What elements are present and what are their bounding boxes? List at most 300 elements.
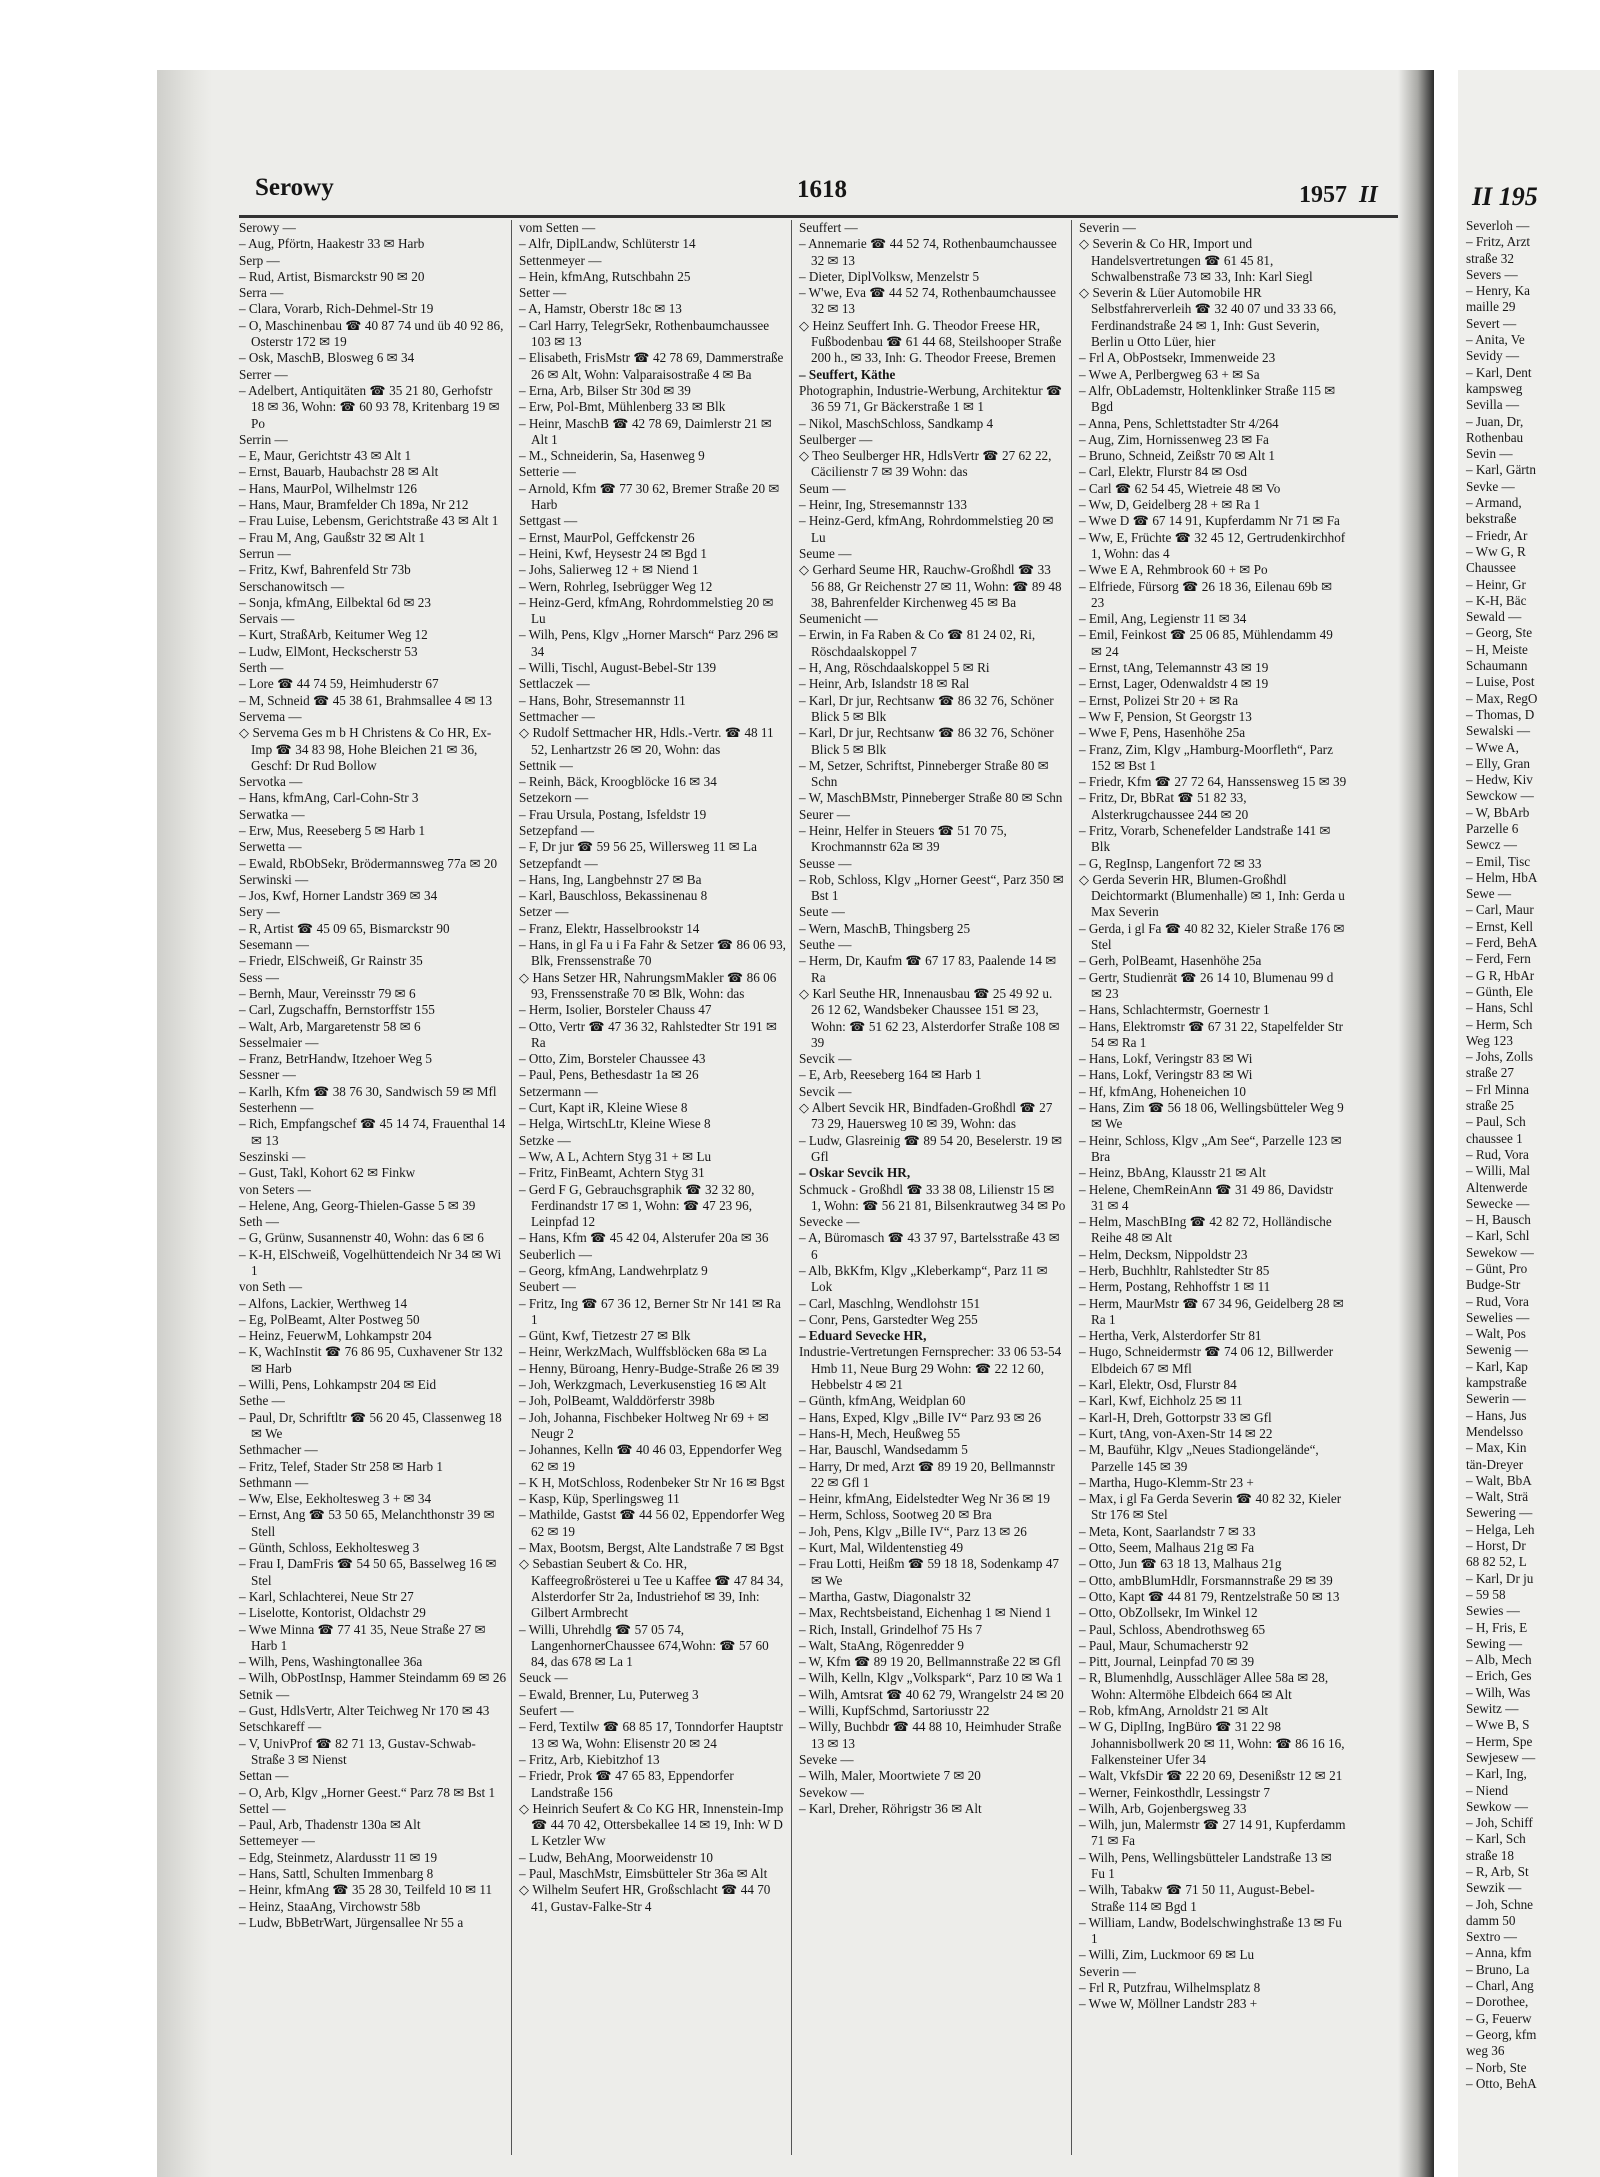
directory-entry: – Otto, Jun ☎ 63 18 13, Malhaus 21g xyxy=(1079,1556,1282,1572)
facing-entry: – K-H, Bäc xyxy=(1466,592,1527,608)
facing-entry: – Wilh, Was xyxy=(1466,1684,1531,1700)
directory-entry: – Karl, Kwf, Eichholz 25 ✉ 11 xyxy=(1079,1393,1243,1409)
directory-entry: – Kurt, tAng, von-Axen-Str 14 ✉ 22 xyxy=(1079,1425,1273,1441)
directory-entry: – Ludw, BbBetrWart, Jürgensallee Nr 55 a xyxy=(239,1914,464,1930)
directory-entry: – Fritz, Ing ☎ 67 36 12, Berner Str Nr 141 ✉ Ra 1 xyxy=(519,1295,781,1327)
directory-entry: – Herm, Dr, Kaufm ☎ 67 17 83, Paalende 14 ✉ Ra xyxy=(799,953,1057,985)
facing-entry: – Heinr, Gr xyxy=(1466,576,1526,592)
column-divider xyxy=(791,220,792,2155)
running-head-name: Serowy xyxy=(255,174,334,201)
directory-entry: – Johs, Salierweg 12 + ✉ Niend 1 xyxy=(519,562,699,578)
directory-entry: – Conr, Pens, Garstedter Weg 255 xyxy=(799,1311,978,1327)
directory-entry: – Clara, Vorarb, Rich-Dehmel-Str 19 xyxy=(239,301,434,317)
facing-entry: – Walt, Strä xyxy=(1466,1489,1529,1505)
directory-entry: – Eg, PolBeamt, Alter Postweg 50 xyxy=(239,1311,420,1327)
directory-entry: – Otto, Seem, Malhaus 21g ✉ Fa xyxy=(1079,1540,1255,1556)
directory-entry: – Wilh, Pens, Wellingsbütteler Landstraße 13 ✉ Fu 1 xyxy=(1079,1849,1332,1881)
directory-entry: ◇ Servema Ges m b H Christens & Co HR, Ex-Imp ☎ 34 83 98, Hohe Bleichen 21 ✉ 36, Geschf: Dr Rud Bollow xyxy=(239,725,492,773)
directory-entry: – Paul, Dr, Schriftltr ☎ 56 20 45, Classenweg 18 ✉ We xyxy=(239,1409,502,1441)
directory-entry: Sethe — xyxy=(239,1393,285,1409)
directory-entry: – Aug, Pförtn, Haakestr 33 ✉ Harb xyxy=(239,236,425,252)
facing-entry: – Thomas, D xyxy=(1466,706,1535,722)
directory-entry: ◇ Sebastian Seubert & Co. HR, Kaffeegroßrösterei u Tee u Kaffee ☎ 47 84 34, Alsterdorfer Str 2a, Industriehof ✉ 39, Inh: Gilbert Armbrecht xyxy=(519,1556,784,1621)
facing-entry: Sewitz — xyxy=(1466,1701,1519,1717)
facing-entry: – Fritz, Arzt xyxy=(1466,234,1531,250)
directory-entry: – Herm, Postang, Rehhoffstr 1 ✉ 11 xyxy=(1079,1279,1271,1295)
directory-entry: – Werner, Feinkosthdlr, Lessingstr 7 xyxy=(1079,1784,1271,1800)
directory-entry: – Ludw, BehAng, Moorweidenstr 10 xyxy=(519,1849,713,1865)
directory-entry: Seume — xyxy=(799,545,852,561)
directory-entry: Sevcik — xyxy=(799,1051,852,1067)
directory-entry: – Herb, Buchhltr, Rahlstedter Str 85 xyxy=(1079,1263,1270,1278)
facing-entry: Sewing — xyxy=(1466,1635,1523,1651)
facing-entry: – Horst, Dr xyxy=(1466,1538,1526,1554)
facing-entry: Chaussee xyxy=(1466,560,1516,576)
directory-entry: Sethmacher — xyxy=(239,1442,318,1458)
directory-entry: ◇ Heinrich Seufert & Co KG HR, Innenstein-Imp ☎ 44 70 42, Ottersbekallee 14 ✉ 19, Inh: W D L Ketzler Ww xyxy=(519,1800,784,1849)
facing-entry: – Herm, Sch xyxy=(1466,1016,1533,1032)
directory-entry: Severin — xyxy=(1079,220,1136,235)
facing-entry: – Karl, Kap xyxy=(1466,1358,1528,1374)
directory-entry: – Hf, kfmAng, Hoheneichen 10 xyxy=(1079,1083,1247,1099)
directory-entry: – Karlh, Kfm ☎ 38 76 30, Sandwisch 59 ✉ Mfl xyxy=(239,1083,497,1099)
directory-entry: – Franz, Zim, Klgv „Hamburg-Moorfleth“, Parz 152 ✉ Bst 1 xyxy=(1079,741,1333,773)
directory-entry: ◇ Heinz Seuffert Inh. G. Theodor Freese HR, Fußbodenbau ☎ 61 44 68, Steilshooper Straße 200 h., ✉ 33, Inh: G. Theodor Freese, Bremen xyxy=(799,317,1062,366)
directory-entry: – Willi, Tischl, August-Bebel-Str 139 xyxy=(519,660,717,676)
running-head-year: 1957 II xyxy=(1299,182,1378,208)
directory-entry: – Frau I, DamFris ☎ 54 50 65, Basselweg 16 ✉ Stel xyxy=(239,1556,497,1588)
directory-entry: – Fritz, FinBeamt, Achtern Styg 31 xyxy=(519,1165,705,1181)
directory-entry: – Fritz, Kwf, Bahrenfeld Str 73b xyxy=(239,562,411,578)
directory-entry: – Günth, Schloss, Eekholtesweg 3 xyxy=(239,1540,420,1556)
directory-entry: – Arnold, Kfm ☎ 77 30 62, Bremer Straße 20 ✉ Harb xyxy=(519,480,780,513)
facing-entry: bekstraße xyxy=(1466,511,1517,527)
facing-entry: – Niend xyxy=(1466,1782,1509,1798)
directory-entry: – Edg, Steinmetz, Alardusstr 11 ✉ 19 xyxy=(239,1849,438,1865)
facing-entry: – Henry, Ka xyxy=(1466,283,1530,299)
directory-entry: – Heinz, FeuerwM, Lohkampstr 204 xyxy=(239,1328,432,1344)
facing-entry: Rothenbau xyxy=(1466,429,1524,445)
facing-entry: Sevilla — xyxy=(1466,397,1520,413)
facing-entry: – Norb, Ste xyxy=(1466,2059,1527,2075)
directory-entry: Serwatka — xyxy=(239,806,305,822)
directory-entry: – Karl, Elektr, Osd, Flurstr 84 xyxy=(1079,1377,1237,1393)
directory-entry: Seufert — xyxy=(519,1703,574,1719)
directory-entry: – Friedr, Kfm ☎ 27 72 64, Hanssensweg 15 ✉ 39 xyxy=(1079,774,1347,790)
facing-entry: – Willi, Mal xyxy=(1466,1163,1531,1179)
directory-entry: – W'we, Eva ☎ 44 52 74, Rothenbaumchaussee 32 ✉ 13 xyxy=(799,285,1056,317)
facing-entry: Sewering — xyxy=(1466,1505,1533,1521)
directory-entry: – Wilh, Pens, Washingtonallee 36a xyxy=(239,1654,423,1670)
directory-entry: – Carl ☎ 62 54 45, Wietreie 48 ✉ Vo xyxy=(1079,480,1281,496)
facing-entry: Sextro — xyxy=(1466,1929,1517,1945)
directory-page xyxy=(157,70,1434,2177)
column-2 xyxy=(519,220,787,1915)
facing-entry: Sewcz — xyxy=(1466,837,1517,853)
header-rule xyxy=(239,215,1399,218)
directory-entry: – Heinr, kfmAng ☎ 35 28 30, Teilfeld 10 ✉ 11 xyxy=(239,1882,493,1898)
facing-entry: – Friedr, Ar xyxy=(1466,527,1528,543)
directory-entry: – Ww, A L, Achtern Styg 31 + ✉ Lu xyxy=(519,1148,712,1164)
facing-entry: Mendelsso xyxy=(1466,1423,1524,1439)
directory-entry: – Otto, Vertr ☎ 47 36 32, Rahlstedter Str 191 ✉ Ra xyxy=(519,1018,777,1050)
facing-entry: – H, Meiste xyxy=(1466,641,1528,657)
directory-entry: – Helene, ChemReinAnn ☎ 31 49 86, Davidstr 31 ✉ 4 xyxy=(1079,1181,1334,1213)
directory-entry: – Wern, MaschB, Thingsberg 25 xyxy=(799,920,971,936)
directory-entry: – M, Schneid ☎ 45 38 61, Brahmsallee 4 ✉ 13 xyxy=(239,692,493,708)
directory-entry: – Friedr, Prok ☎ 47 65 83, Eppendorfer Landstraße 156 xyxy=(519,1768,734,1800)
directory-entry: – M, Bauführ, Klgv „Neues Stadiongelände“, Parzelle 145 ✉ 39 xyxy=(1079,1442,1319,1474)
directory-entry: – Hans, Maur, Bramfelder Ch 189a, Nr 212 xyxy=(239,497,469,513)
directory-entry: – M, Setzer, Schriftst, Pinneberger Straße 80 ✉ Schn xyxy=(799,757,1049,790)
page-spine-shadow xyxy=(157,70,212,2177)
facing-entry: Sewerin — xyxy=(1466,1391,1526,1407)
directory-entry: Seuthe — xyxy=(799,937,852,953)
directory-entry: – Heinr, Schloss, Klgv „Am See“, Parzelle 123 ✉ Bra xyxy=(1079,1132,1342,1164)
directory-entry: – Ernst, tAng, Telemannstr 43 ✉ 19 xyxy=(1079,660,1269,676)
facing-entry: – Elly, Gran xyxy=(1466,755,1530,771)
directory-entry: – Meta, Kont, Saarlandstr 7 ✉ 33 xyxy=(1079,1523,1256,1539)
directory-entry: – Carl, Maschlng, Wendlohstr 151 xyxy=(799,1295,981,1311)
directory-entry: Setnik — xyxy=(239,1686,290,1702)
directory-entry: – Karl-H, Dreh, Gottorpstr 33 ✉ Gfl xyxy=(1079,1409,1272,1425)
directory-entry: Serth — xyxy=(239,660,284,676)
directory-entry: – Gerd F G, Gebrauchsgraphik ☎ 32 32 80, Ferdinandstr 17 ✉ 1, Wohn: ☎ 47 23 96, Leinpfad 12 xyxy=(519,1181,755,1230)
directory-entry: – Helene, Ang, Georg-Thielen-Gasse 5 ✉ 39 xyxy=(239,1197,476,1213)
directory-entry: – Erwin, in Fa Raben & Co ☎ 81 24 02, Ri, Röschdaalskoppel 7 xyxy=(799,627,1036,659)
directory-entry: – Emil, Feinkost ☎ 25 06 85, Mühlendamm 49 ✉ 24 xyxy=(1079,627,1333,659)
directory-entry: – G, RegInsp, Langenfort 72 ✉ 33 xyxy=(1079,855,1262,871)
facing-entry: chaussee 1 xyxy=(1466,1130,1523,1146)
directory-entry: – Jos, Kwf, Horner Landstr 369 ✉ 34 xyxy=(239,888,438,904)
directory-entry: – Paul, Arb, Thadenstr 130a ✉ Alt xyxy=(239,1817,421,1833)
facing-entry: straße 18 xyxy=(1466,1847,1514,1863)
directory-entry: – Fritz, Telef, Stader Str 258 ✉ Harb 1 xyxy=(239,1458,443,1474)
directory-entry: – Max, i gl Fa Gerda Severin ☎ 40 82 32, Kieler Str 176 ✉ Stel xyxy=(1079,1491,1342,1523)
directory-entry: Seusse — xyxy=(799,855,852,871)
directory-entry: – Carl, Zugschaffn, Bernstorffstr 155 xyxy=(239,1002,435,1018)
directory-entry: – A, Büromasch ☎ 43 37 97, Bartelsstraße 43 ✉ 6 xyxy=(799,1230,1060,1262)
facing-entry: – Herm, Spe xyxy=(1466,1733,1533,1749)
facing-entry: Sewies — xyxy=(1466,1603,1520,1619)
facing-entry: – Joh, Schiff xyxy=(1466,1815,1533,1831)
facing-entry: – Joh, Schne xyxy=(1466,1896,1534,1912)
directory-entry: – Herm, Schloss, Sootweg 20 ✉ Bra xyxy=(799,1507,992,1523)
directory-entry: – Heinz-Gerd, kfmAng, Rohrdommelstieg 20 ✉ Lu xyxy=(799,513,1054,545)
directory-entry: – Karl, Dr jur, Rechtsanw ☎ 86 32 76, Schöner Blick 5 ✉ Blk xyxy=(799,725,1054,757)
directory-entry: – Otto, Kapt ☎ 44 81 79, Rentzelstraße 50 ✉ 13 xyxy=(1079,1588,1340,1604)
page-gutter-shadow xyxy=(1398,70,1434,2177)
directory-entry: – Heini, Kwf, Heysestr 24 ✉ Bgd 1 xyxy=(519,545,707,561)
directory-entry: – Frau M, Ang, Gaußstr 32 ✉ Alt 1 xyxy=(239,529,426,545)
directory-entry: – Heinr, Helfer in Steuers ☎ 51 70 75, Krochmannstr 62a ✉ 39 xyxy=(799,822,1007,855)
directory-entry: – Heinz, BbAng, Klausstr 21 ✉ Alt xyxy=(1079,1165,1266,1181)
directory-entry: – Elisabeth, FrisMstr ☎ 42 78 69, Dammerstraße 26 ✉ Alt, Wohn: Valparaisostraße 4 ✉ Ba xyxy=(519,350,784,382)
directory-entry: – Franz, BetrHandw, Itzehoer Weg 5 xyxy=(239,1051,433,1067)
directory-entry: – Ludw, ElMont, Heckscherstr 53 xyxy=(239,643,418,659)
directory-entry: – Bruno, Schneid, Zeißstr 70 ✉ Alt 1 xyxy=(1079,448,1276,464)
facing-entry: – W, BbArb xyxy=(1466,804,1530,820)
facing-entry: Sewekow — xyxy=(1466,1244,1534,1260)
directory-entry: ◇ Hans Setzer HR, NahrungsmMakler ☎ 86 06 93, Frenssenstraße 70 ✉ Blk, Wohn: das xyxy=(519,969,777,1001)
directory-entry: – Walt, Arb, Margaretenstr 58 ✉ 6 xyxy=(239,1018,421,1034)
directory-entry: – Carl Harry, TelegrSekr, Rothenbaumchaussee 103 ✉ 13 xyxy=(519,317,770,350)
facing-entry: – Johs, Zolls xyxy=(1466,1049,1534,1065)
directory-entry: Serwetta — xyxy=(239,839,302,855)
directory-entry: – Wwe A, Perlbergweg 63 + ✉ Sa xyxy=(1079,366,1260,382)
directory-entry: ◇ Theo Seulberger HR, HdlsVertr ☎ 27 62 22, Cäcilienstr 7 ✉ 39 Wohn: das xyxy=(799,448,1052,480)
directory-entry: vom Setten — xyxy=(519,220,596,235)
directory-entry: – Hans, in gl Fa u i Fa Fahr & Setzer ☎ 86 06 93, Blk, Frenssenstraße 70 xyxy=(519,937,786,969)
directory-entry: – Franz, Elektr, Hasselbrookstr 14 xyxy=(519,920,700,936)
directory-entry: – E, Arb, Reeseberg 164 ✉ Harb 1 xyxy=(799,1067,982,1083)
facing-entry: Sewecke — xyxy=(1466,1195,1530,1211)
directory-entry: Seubert — xyxy=(519,1279,576,1295)
directory-entry: – Joh, PolBeamt, Walddörferstr 398b xyxy=(519,1393,715,1409)
directory-entry: Settenmeyer — xyxy=(519,252,602,268)
directory-entry: – Walt, VkfsDir ☎ 22 20 69, Desenißstr 12 ✉ 21 xyxy=(1079,1768,1343,1784)
facing-entry: – 59 58 xyxy=(1466,1586,1506,1602)
facing-entry: – Karl, Dr ju xyxy=(1466,1570,1534,1586)
facing-entry: Altenwerde xyxy=(1466,1179,1528,1195)
directory-entry: Settgast — xyxy=(519,513,578,529)
directory-entry: Serschanowitsch — xyxy=(239,578,345,594)
directory-entry: – Heinr, MaschB ☎ 42 78 69, Daimlerstr 21 ✉ Alt 1 xyxy=(519,415,772,447)
facing-entry: – Karl, Dent xyxy=(1466,364,1532,380)
facing-entry: – Ww G, R xyxy=(1466,543,1526,559)
directory-entry: – K H, MotSchloss, Rodenbeker Str Nr 16 ✉ Bgst xyxy=(519,1474,785,1490)
directory-entry: Servais — xyxy=(239,611,295,627)
facing-entry: – Luise, Post xyxy=(1466,674,1535,690)
directory-entry: Photographin, Industrie-Werbung, Architektur ☎ 36 59 71, Gr Bäckerstraße 1 ✉ 1 xyxy=(799,382,1063,415)
directory-entry: – Elfriede, Fürsorg ☎ 26 18 36, Eilenau 69b ✉ 23 xyxy=(1079,578,1333,610)
facing-running-head: II 195 xyxy=(1472,182,1538,211)
facing-entry: – H, Bausch xyxy=(1466,1212,1531,1228)
facing-entry: – Erich, Ges xyxy=(1466,1668,1532,1684)
facing-entry: – Georg, Ste xyxy=(1466,625,1533,641)
facing-entry: – Hans, Schl xyxy=(1466,1000,1534,1016)
directory-entry: – Heinr, WerkzMach, Wulffsblöcken 68a ✉ La xyxy=(519,1344,767,1360)
directory-entry: – Annemarie ☎ 44 52 74, Rothenbaumchaussee 32 ✉ 13 xyxy=(799,236,1057,268)
directory-entry: – G, Grünw, Susannenstr 40, Wohn: das 6 ✉ 6 xyxy=(239,1230,484,1246)
facing-entry: – Hans, Jus xyxy=(1466,1407,1527,1423)
directory-entry: – Henny, Büroang, Henry-Budge-Straße 26 ✉ 39 xyxy=(519,1360,779,1376)
directory-entry: – Walt, StaAng, Rögenredder 9 xyxy=(799,1637,964,1653)
directory-entry: – Wilh, Maler, Moortwiete 7 ✉ 20 xyxy=(799,1768,981,1784)
facing-entry: – H, Fris, E xyxy=(1466,1619,1528,1635)
facing-entry: – Walt, BbA xyxy=(1466,1472,1532,1488)
directory-entry: Seuffert — xyxy=(799,220,858,235)
directory-entry: Setzepfand — xyxy=(519,822,595,838)
directory-entry: – R, Artist ☎ 45 09 65, Bismarckstr 90 xyxy=(239,920,450,936)
directory-entry: Servema — xyxy=(239,708,302,724)
directory-entry: – Hans, Sattl, Schulten Immenbarg 8 xyxy=(239,1865,434,1881)
facing-entry: – G, Feuerw xyxy=(1466,2010,1532,2026)
facing-entry: – G R, HbAr xyxy=(1466,967,1535,983)
facing-entry: – Helm, HbA xyxy=(1466,869,1538,885)
directory-entry: – Adelbert, Antiquitäten ☎ 35 21 80, Gerhofstr 18 ✉ 36, Wohn: ☎ 60 93 78, Kritenbarg 19 ✉ Po xyxy=(239,382,500,431)
directory-entry: – Friedr, ElSchweiß, Gr Rainstr 35 xyxy=(239,953,423,969)
facing-entry: Sewzik — xyxy=(1466,1880,1522,1896)
directory-entry: – Ww, E, Früchte ☎ 32 45 12, Gertrudenkirchhof 1, Wohn: das 4 xyxy=(1079,529,1346,561)
facing-entry: – Walt, Pos xyxy=(1466,1326,1526,1342)
facing-entry: Severloh — xyxy=(1466,218,1530,233)
directory-entry: Settmacher — xyxy=(519,708,595,724)
directory-entry: – E, Maur, Gerichtstr 43 ✉ Alt 1 xyxy=(239,448,412,464)
directory-entry: – W G, DiplIng, IngBüro ☎ 31 22 98 Johannisbollwerk 20 ✉ 11, Wohn: ☎ 86 16 16, Falkensteiner Ufer 34 xyxy=(1079,1719,1345,1767)
directory-entry: – Wilh, Kelln, Klgv „Volkspark“, Parz 10 ✉ Wa 1 xyxy=(799,1670,1063,1686)
directory-entry: – Dieter, DiplVolksw, Menzelstr 5 xyxy=(799,268,980,284)
facing-entry: Sewckow — xyxy=(1466,788,1534,804)
directory-entry: – Wilh, Amtsrat ☎ 40 62 79, Wrangelstr 24 ✉ 20 xyxy=(799,1686,1064,1702)
directory-entry: – Hans, Exped, Klgv „Bille IV“ Parz 93 ✉ 26 xyxy=(799,1409,1042,1425)
directory-entry: – Kasp, Küp, Sperlingsweg 11 xyxy=(519,1491,680,1507)
directory-entry: – Alfr, DiplLandw, Schlüterstr 14 xyxy=(519,236,696,252)
directory-entry: – Hans, Kfm ☎ 45 42 04, Alsterufer 20a ✉ 36 xyxy=(519,1230,769,1246)
directory-entry: – Georg, kfmAng, Landwehrplatz 9 xyxy=(519,1263,708,1278)
directory-entry: – Gust, Takl, Kohort 62 ✉ Finkw xyxy=(239,1165,416,1181)
directory-entry: – Carl, Elektr, Flurstr 84 ✉ Osd xyxy=(1079,464,1248,480)
facing-entry: – Karl, Sch xyxy=(1466,1831,1526,1847)
directory-entry: Settel — xyxy=(239,1800,286,1816)
directory-entry: – Karl, Schlachterei, Neue Str 27 xyxy=(239,1588,414,1604)
directory-entry: – Curt, Kapt iR, Kleine Wiese 8 xyxy=(519,1100,688,1116)
facing-entry: straße 25 xyxy=(1466,1098,1514,1114)
facing-entry: – Karl, Ing, xyxy=(1466,1766,1527,1782)
directory-entry: Sethmann — xyxy=(239,1474,309,1490)
directory-entry: Schmuck - Großhdl ☎ 33 38 08, Lilienstr 15 ✉ 1, Wohn: ☎ 56 21 81, Bilsenkrautweg 34 ✉ Po xyxy=(799,1181,1066,1213)
column-divider xyxy=(1071,220,1072,2155)
facing-entry: Sewenig — xyxy=(1466,1342,1528,1358)
directory-entry: – Fritz, Vorarb, Schenefelder Landstraße 141 ✉ Blk xyxy=(1079,822,1331,855)
facing-entry: tän-Dreyer xyxy=(1466,1456,1524,1472)
facing-entry: – Günth, Ele xyxy=(1466,983,1534,999)
directory-entry: – Martha, Hugo-Klemm-Str 23 + xyxy=(1079,1474,1254,1490)
directory-entry: Settemeyer — xyxy=(239,1833,315,1849)
directory-entry: – K-H, ElSchweiß, Vogelhüttendeich Nr 34 ✉ Wi 1 xyxy=(239,1246,502,1278)
directory-entry: – Max, Bootsm, Bergst, Alte Landstraße 7 ✉ Bgst xyxy=(519,1540,784,1556)
directory-entry: Serrin — xyxy=(239,431,288,447)
facing-entry: – Armand, xyxy=(1466,495,1522,511)
directory-entry: – Har, Bauschl, Wandsedamm 5 xyxy=(799,1442,968,1458)
directory-entry: Sesselmaier — xyxy=(239,1034,319,1050)
directory-entry: – Rich, Empfangschef ☎ 45 14 74, Frauenthal 14 ✉ 13 xyxy=(239,1116,506,1148)
directory-entry: – Ernst, Lager, Odenwaldstr 4 ✉ 19 xyxy=(1079,676,1269,692)
directory-entry: – Ewald, RbObSekr, Brödermannsweg 77a ✉ 20 xyxy=(239,855,498,871)
column-3 xyxy=(799,220,1067,1817)
directory-entry: – Alb, BkKfm, Klgv „Kleberkamp“, Parz 11 ✉ Lok xyxy=(799,1263,1048,1295)
facing-entry: – Anita, Ve xyxy=(1466,332,1525,348)
facing-entry: – Helga, Leh xyxy=(1466,1521,1535,1537)
directory-entry: – Harry, Dr med, Arzt ☎ 89 19 20, Bellmannstr 22 ✉ Gfl 1 xyxy=(799,1458,1055,1490)
directory-entry: – Osk, MaschB, Blosweg 6 ✉ 34 xyxy=(239,350,415,366)
directory-entry: Setzepfandt — xyxy=(519,855,598,871)
directory-entry: Serp — xyxy=(239,252,280,268)
directory-entry: – Ludw, Glasreinig ☎ 89 54 20, Beselerstr. 19 ✉ Gfl xyxy=(799,1132,1063,1164)
column-divider xyxy=(511,220,512,2155)
directory-entry: – Paul, MaschMstr, Eimsbütteler Str 36a ✉ Alt xyxy=(519,1865,768,1881)
directory-entry: Seth — xyxy=(239,1214,279,1230)
directory-entry: – Bernh, Maur, Vereinsstr 79 ✉ 6 xyxy=(239,985,416,1001)
facing-entry: 68 82 52, L xyxy=(1466,1554,1527,1570)
directory-entry: – Max, Rechtsbeistand, Eichenhag 1 ✉ Niend 1 xyxy=(799,1605,1052,1621)
directory-entry: – Gertr, Studienrät ☎ 26 14 10, Blumenau 99 d ✉ 23 xyxy=(1079,969,1334,1001)
directory-entry: Seulberger — xyxy=(799,431,873,447)
directory-entry: von Seth — xyxy=(239,1279,303,1295)
directory-entry: – Martha, Gastw, Diagonalstr 32 xyxy=(799,1588,972,1604)
directory-entry: Setzer — xyxy=(519,904,569,920)
directory-entry: – Heinr, Ing, Stresemannstr 133 xyxy=(799,497,967,513)
directory-entry: – V, UnivProf ☎ 82 71 13, Gustav-Schwab-Straße 3 ✉ Nienst xyxy=(239,1735,476,1767)
directory-entry: ◇ Severin & Co HR, Import und Handelsvertretungen ☎ 61 45 81, Schwalbenstraße 73 ✉ 33, Inh: Karl Siegl xyxy=(1079,236,1313,284)
directory-entry: – Hans, Elektromstr ☎ 67 31 22, Stapelfelder Str 54 ✉ Ra 1 xyxy=(1079,1018,1344,1050)
directory-entry: – Pitt, Journal, Leinpfad 70 ✉ 39 xyxy=(1079,1654,1255,1670)
directory-entry: – Karl, Bauschloss, Bekassinenau 8 xyxy=(519,888,708,904)
directory-entry: – M., Schneiderin, Sa, Hasenweg 9 xyxy=(519,448,705,464)
directory-entry: – Alfr, ObLademstr, Holtenklinker Straße 115 ✉ Bgd xyxy=(1079,382,1336,415)
facing-entry: Sevke — xyxy=(1466,478,1515,494)
directory-entry: – Aug, Zim, Hornissenweg 23 ✉ Fa xyxy=(1079,431,1269,447)
facing-column xyxy=(1466,218,1600,2092)
directory-entry: – Ewald, Brenner, Lu, Puterweg 3 xyxy=(519,1686,699,1702)
directory-entry: – Otto, Zim, Borsteler Chaussee 43 xyxy=(519,1051,706,1067)
facing-entry: – Bruno, La xyxy=(1466,1961,1530,1977)
directory-entry: – Anna, Pens, Schlettstadter Str 4/264 xyxy=(1079,415,1279,431)
directory-entry: Setschkareff — xyxy=(239,1719,322,1735)
directory-entry: – Hugo, Schneidermstr ☎ 74 06 12, Billwerder Elbdeich 67 ✉ Mfl xyxy=(1079,1344,1334,1376)
facing-entry: Sevidy — xyxy=(1466,348,1520,364)
directory-entry: – William, Landw, Bodelschwinghstraße 13 ✉ Fu 1 xyxy=(1079,1914,1342,1947)
directory-entry: – Fritz, Dr, BbRat ☎ 51 82 33, Alsterkrugchaussee 244 ✉ 20 xyxy=(1079,790,1249,822)
facing-entry: – Günt, Pro xyxy=(1466,1261,1528,1276)
directory-entry: – Frl A, ObPostsekr, Immenweide 23 xyxy=(1079,350,1276,366)
directory-entry: Serra — xyxy=(239,285,284,301)
directory-entry: – Paul, Maur, Schumacherstr 92 xyxy=(1079,1637,1249,1653)
directory-entry: – Wwe F, Pens, Hasenhöhe 25a xyxy=(1079,725,1246,741)
facing-entry: Schaumann xyxy=(1466,658,1528,674)
directory-entry: – O, Maschinenbau ☎ 40 87 74 und üb 40 92 86, Osterstr 172 ✉ 19 xyxy=(239,317,504,350)
directory-entry: von Seters — xyxy=(239,1181,311,1197)
directory-entry: – W, MaschBMstr, Pinneberger Straße 80 ✉ Schn xyxy=(799,790,1063,806)
column-1 xyxy=(239,220,507,1931)
facing-entry: – Ferd, Fern xyxy=(1466,951,1531,967)
directory-entry: – Ernst, MaurPol, Geffckenstr 26 xyxy=(519,529,695,545)
directory-entry: – Günth, kfmAng, Weidplan 60 xyxy=(799,1393,966,1409)
directory-entry: – Paul, Schloss, Abendrothsweg 65 xyxy=(1079,1621,1266,1637)
directory-entry: Seumenicht — xyxy=(799,611,878,627)
directory-entry: Setzekorn — xyxy=(519,790,589,806)
directory-entry: ◇ Severin & Lüer Automobile HR Selbstfahrerverleih ☎ 32 40 07 und 33 33 66, Ferdinandstraße 24 ✉ 1, Inh: Gust Severin, Berlin u Otto Lüer, hier xyxy=(1079,285,1337,350)
directory-entry: Serrun — xyxy=(239,545,291,561)
directory-entry: – A, Hamstr, Oberstr 18c ✉ 13 xyxy=(519,301,682,317)
directory-entry: – Rob, Schloss, Klgv „Horner Geest“, Parz 350 ✉ Bst 1 xyxy=(799,871,1064,904)
directory-entry: – Wilh, jun, Malermstr ☎ 27 14 91, Kupferdamm 71 ✉ Fa xyxy=(1079,1817,1346,1849)
directory-entry: – Gerda, i gl Fa ☎ 40 82 32, Kieler Straße 176 ✉ Stel xyxy=(1079,920,1345,953)
directory-entry: Setter — xyxy=(519,285,567,301)
directory-entry: – F, Dr jur ☎ 59 56 25, Willersweg 11 ✉ La xyxy=(519,839,757,855)
facing-entry: – Ernst, Kell xyxy=(1466,918,1534,934)
directory-entry: – Hans, Schlachtermstr, Goernestr 1 xyxy=(1079,1002,1270,1018)
directory-entry: – Oskar Sevcik HR, xyxy=(799,1165,911,1181)
directory-entry: – Wwe W, Möllner Landstr 283 + xyxy=(1079,1996,1258,2012)
directory-entry: Seute — xyxy=(799,904,845,920)
facing-entry: Severt — xyxy=(1466,315,1517,331)
facing-entry: maille 29 xyxy=(1466,299,1516,315)
directory-entry: – Rud, Artist, Bismarckstr 90 ✉ 20 xyxy=(239,268,425,284)
facing-entry: – R, Arb, St xyxy=(1466,1863,1529,1879)
directory-entry: – Gerh, PolBeamt, Hasenhöhe 25a xyxy=(1079,953,1262,969)
directory-entry: – Mathilde, Gastst ☎ 44 56 02, Eppendorfer Weg 62 ✉ 19 xyxy=(519,1507,785,1539)
